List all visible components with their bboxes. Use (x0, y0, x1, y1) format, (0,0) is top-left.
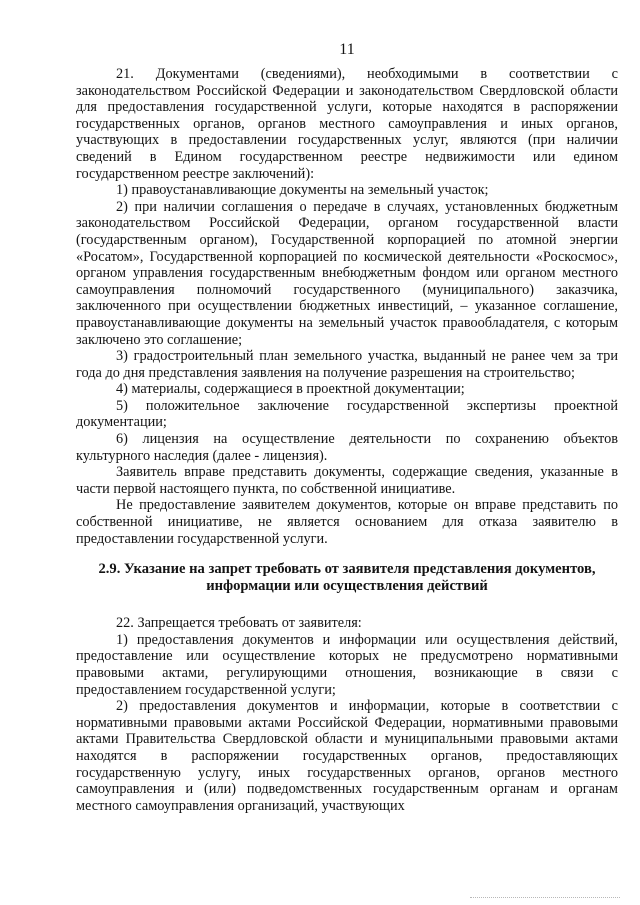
list-item-6: 6) лицензия на осуществление деятельности по сохранению объектов культурного наследия (далее - лицензия). (76, 431, 618, 464)
paragraph-22-intro: 22. Запрещается требовать от заявителя: (116, 615, 362, 632)
prohibition-item-1: 1) предоставления документов и информации или осуществления действий, предоставление или осуществление которых не предусмотрено нормативными правовыми актами, регулирующими отношения, возникающие в связи с предоставлением государственной услуги; (76, 631, 618, 698)
list-item-4: 4) материалы, содержащиеся в проектной документации; (116, 381, 465, 398)
list-item-1: 1) правоустанавливающие документы на земельный участок; (116, 182, 489, 199)
prohibition-item-2: 2) предоставления документов и информации, которые в соответствии с нормативными правовыми актами Российской Федерации, нормативными правовыми актами Правительства Свердловской области и муниципальными правовыми актами находятся в распоряжении государственных органов, предоставляющих государственную услугу, иных государственных органов, органов местного самоуправления и (или) подведомственных государственным органам и органам местного самоуправления организаций, участвующих (76, 698, 618, 814)
section-heading-2-9: 2.9. Указание на запрет требовать от заявителя представления документов, информации или осуществления действий (98, 561, 596, 595)
page-number: 11 (339, 41, 355, 58)
section-paragraphs-before (76, 66, 618, 547)
section-paragraphs-after (76, 615, 618, 814)
list-item-2: 2) при наличии соглашения о передаче в случаях, установленных бюджетным законодательством Российской Федерации, органом государственной власти (государственным органом), Государственной корпорацией по атомной энергии «Росатом», Государственной корпорацией по космической деятельности «Роскосмос», органом управления государственным внебюджетным фондом или органом местного самоуправления полномочий государственного (муниципального) заказчика, заключенного при осуществлении бюджетных инвестиций, – указанное соглашение, правоустанавливающие документы на земельный участок правообладателя, с которым заключено это соглашение; (76, 198, 618, 348)
scan-artifact-line (470, 897, 620, 899)
paragraph-21-intro: 21. Документами (сведениями), необходимыми в соответствии с законодательством Российской Федерации и законодательством Свердловской области для предоставления государственной услуги, которые находятся в распоряжении государственных органов, органов местного самоуправления и иных органов, участвующих в предоставлении государственных услуг, являются (при наличии сведений в Едином государственном реестре недвижимости или едином государственном реестре заключений): (76, 66, 618, 182)
paragraph-own-initiative: Заявитель вправе представить документы, содержащие сведения, указанные в части первой настоящего пункта, по собственной инициативе. (76, 464, 618, 497)
paragraph-non-submission: Не предоставление заявителем документов, которые он вправе представить по собственной инициативе, не является основанием для отказа заявителю в предоставлении государственной услуги. (76, 497, 618, 547)
list-item-3: 3) градостроительный план земельного участка, выданный не ранее чем за три года до дня представления заявления на получение разрешения на строительство; (76, 348, 618, 381)
list-item-5: 5) положительное заключение государственной экспертизы проектной документации; (76, 397, 618, 431)
